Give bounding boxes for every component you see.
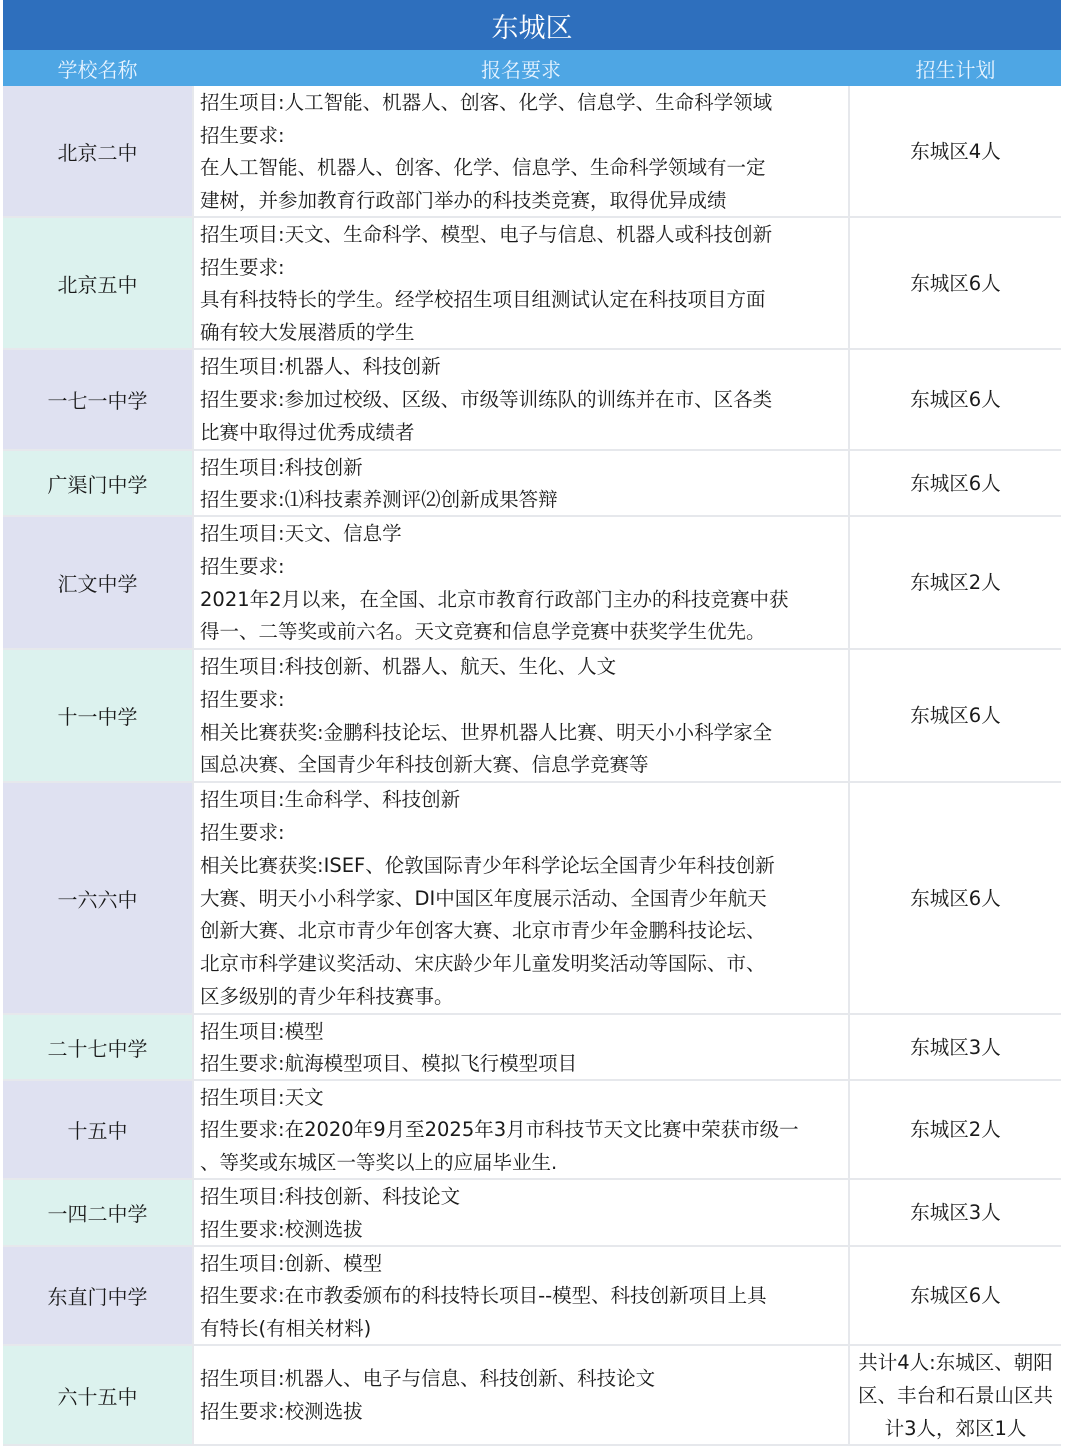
requirements [192, 1346, 850, 1444]
enrollment-plan: 东城区6人 [910, 704, 1001, 727]
school-name: 六十五中 [3, 1346, 192, 1444]
school-name: 广渠门中学 [3, 451, 192, 515]
requirement-line: 比赛中取得过优秀成绩者 [200, 421, 415, 444]
requirements [192, 350, 850, 449]
school-name: 北京二中 [3, 86, 192, 216]
requirement-line: 、等奖或东城区一等奖以上的应届毕业生. [200, 1150, 558, 1174]
requirements [192, 86, 850, 216]
table-row [3, 1247, 1061, 1346]
requirements [192, 1247, 850, 1344]
requirement-line: 区多级别的青少年科技赛事。 [200, 985, 454, 1009]
requirements [192, 650, 850, 781]
enrollment-plan: 东城区3人 [910, 1201, 1001, 1224]
school-name: 一六六中 [3, 783, 192, 1013]
table-row [3, 650, 1061, 783]
requirement-line: 招生要求:⑴科技素养测评⑵创新成果答辩 [200, 488, 558, 511]
school-name: 一四二中学 [3, 1180, 192, 1245]
school-name: 十五中 [3, 1081, 192, 1178]
requirement-line: 招生项目:天文 [200, 1086, 324, 1109]
enrollment-plan: 东城区6人 [910, 886, 1001, 910]
requirement-line: 招生要求: [200, 820, 285, 844]
header-requirements: 报名要求 [481, 57, 561, 82]
table-row [3, 1346, 1061, 1446]
school-name: 东直门中学 [3, 1247, 192, 1344]
requirement-line: 相关比赛获奖:ISEF、伦敦国际青少年科学论坛全国青少年科技创新 [200, 853, 775, 877]
requirement-line: 招生要求:航海模型项目、模拟飞行模型项目 [200, 1052, 578, 1075]
requirements [192, 517, 850, 648]
requirement-line: 大赛、明天小小科学家、DI中国区年度展示活动、全国青少年航天 [200, 886, 767, 910]
requirement-line: 招生要求: [200, 123, 285, 147]
requirement-line: 2021年2月以来，在全国、北京市教育行政部门主办的科技竞赛中获 [200, 587, 789, 611]
enrollment-plan: 东城区2人 [910, 1118, 1001, 1141]
requirement-line: 招生要求:在市教委颁布的科技特长项目--模型、科技创新项目上具 [200, 1284, 767, 1308]
requirements [192, 218, 850, 348]
requirement-line: 招生项目:机器人、科技创新 [200, 355, 441, 378]
requirement-line: 招生要求: [200, 255, 285, 279]
requirement-line: 招生项目:天文、生命科学、模型、电子与信息、机器人或科技创新 [200, 223, 773, 246]
requirement-line: 招生项目:模型 [200, 1020, 324, 1043]
school-name: 北京五中 [3, 218, 192, 348]
requirement-line: 有特长(有相关材料) [200, 1316, 372, 1340]
requirement-line: 建树，并参加教育行政部门举办的科技类竞赛，取得优异成绩 [200, 188, 727, 212]
requirement-line: 招生项目:科技创新、机器人、航天、生化、人文 [200, 655, 617, 678]
table-body [3, 86, 1061, 1446]
requirements [192, 1015, 850, 1079]
school-name: 汇文中学 [3, 517, 192, 648]
table-row [3, 350, 1061, 451]
enrollment-plan: 东城区3人 [910, 1035, 1001, 1059]
table-row [3, 517, 1061, 650]
enrollment-plan: 东城区4人 [910, 139, 1001, 163]
enrollment-plan: 共计4人:东城区、朝阳区、丰台和石景山区共计3人，郊区1人 [857, 1350, 1053, 1440]
table-row [3, 218, 1061, 350]
enrollment-plan: 东城区6人 [910, 271, 1001, 295]
requirements [192, 783, 850, 1013]
school-name: 一七一中学 [3, 350, 192, 449]
table-row [3, 783, 1061, 1015]
requirement-line: 得一、二等奖或前六名。天文竞赛和信息学竞赛中获奖学生优先。 [200, 620, 766, 644]
requirement-line: 招生要求:校测选拔 [200, 1217, 363, 1241]
requirement-line: 招生项目:人工智能、机器人、创客、化学、信息学、生命科学领域 [200, 91, 773, 114]
enrollment-plan: 东城区6人 [910, 1284, 1001, 1307]
table-row [3, 1015, 1061, 1081]
requirement-line: 招生项目:创新、模型 [200, 1252, 383, 1275]
header-school: 学校名称 [57, 57, 138, 82]
table-row [3, 86, 1061, 218]
enrollment-plan: 东城区2人 [910, 571, 1001, 594]
requirement-line: 招生要求:校测选拔 [200, 1400, 363, 1423]
table-header [3, 50, 1061, 86]
table-title: 东城区 [3, 0, 1061, 50]
school-name: 二十七中学 [3, 1015, 192, 1079]
requirements [192, 1081, 850, 1178]
requirement-line: 具有科技特长的学生。经学校招生项目组测试认定在科技项目方面 [200, 288, 766, 311]
table-row [3, 1081, 1061, 1180]
requirement-line: 相关比赛获奖:金鹏科技论坛、世界机器人比赛、明天小小科学家全 [200, 720, 773, 744]
requirement-line: 北京市科学建议奖活动、宋庆龄少年儿童发明奖活动等国际、市、 [200, 952, 766, 976]
requirement-line: 招生要求:参加过校级、区级、市级等训练队的训练并在市、区各类 [200, 388, 773, 411]
requirement-line: 确有较大发展潜质的学生 [200, 320, 415, 344]
requirement-line: 招生要求: [200, 554, 285, 578]
enrollment-plan: 东城区6人 [910, 388, 1001, 411]
requirements [192, 1180, 850, 1245]
requirement-line: 在人工智能、机器人、创客、化学、信息学、生命科学领域有一定 [200, 156, 766, 179]
requirement-line: 创新大赛、北京市青少年创客大赛、北京市青少年金鹏科技论坛、 [200, 919, 766, 943]
school-name: 十一中学 [3, 650, 192, 781]
requirement-line: 招生项目:科技创新、科技论文 [200, 1185, 461, 1208]
header-plan: 招生计划 [915, 57, 996, 82]
requirement-line: 招生项目:科技创新 [200, 456, 363, 479]
requirement-line: 招生要求:在2020年9月至2025年3月市科技节天文比赛中荣获市级一 [200, 1118, 799, 1142]
requirements [192, 451, 850, 515]
requirement-line: 国总决赛、全国青少年科技创新大赛、信息学竞赛等 [200, 753, 649, 777]
requirement-line: 招生项目:机器人、电子与信息、科技创新、科技论文 [200, 1367, 656, 1390]
enrollment-plan: 东城区6人 [910, 471, 1001, 495]
requirement-line: 招生要求: [200, 687, 285, 711]
table-row [3, 1180, 1061, 1247]
requirement-line: 招生项目:天文、信息学 [200, 522, 402, 545]
table-row [3, 451, 1061, 517]
requirement-line: 招生项目:生命科学、科技创新 [200, 788, 461, 811]
admissions-table [3, 0, 1061, 1446]
